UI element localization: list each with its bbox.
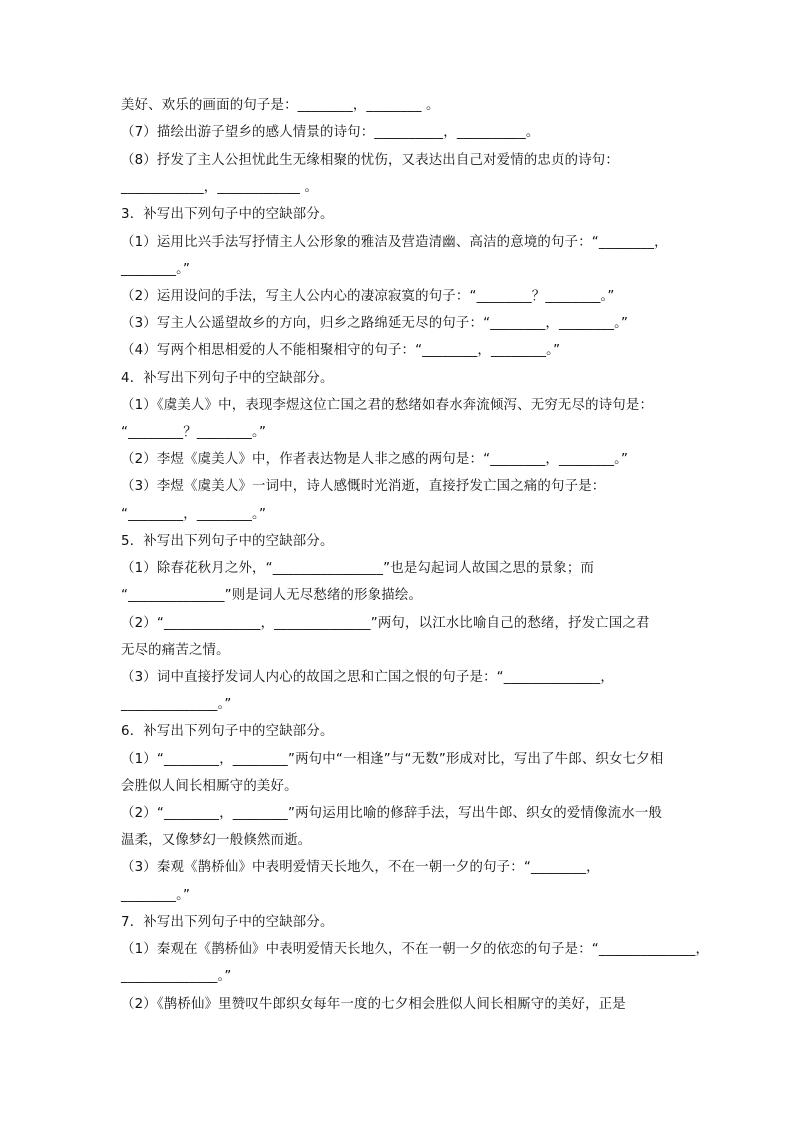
text-line: “______________”则是词人无尽愁绪的形象描绘。 bbox=[121, 588, 423, 603]
text-line: “________，________。” bbox=[121, 507, 267, 522]
text-line: ________。” bbox=[121, 888, 191, 903]
text-line: （1）除春花秋月之外，“________________”也是勾起词人故国之思的景象；而 bbox=[121, 561, 595, 576]
text-line: （2）“________，________”两句运用比喻的修辞手法，写出牛郎、织女的爱情像流水一般 bbox=[121, 806, 663, 821]
text-line: ________。” bbox=[121, 262, 191, 277]
question-heading: 5．补写出下列句子中的空缺部分。 bbox=[121, 534, 334, 549]
text-line: （7）描绘出游子望乡的感人情景的诗句：__________，__________。 bbox=[121, 125, 540, 140]
text-line: “________？________。” bbox=[121, 425, 267, 440]
text-line: 温柔，又像梦幻一般倏然而逝。 bbox=[121, 833, 312, 848]
text-line: （1）“________，________”两句中“一相逢”与“无数”形成对比，写出了牛郎、织女七夕相 bbox=[121, 752, 664, 767]
text-line: （3）秦观《鹊桥仙》中表明爱情天长地久，不在一朝一夕的句子：“________， bbox=[121, 860, 600, 875]
question-heading: 4．补写出下列句子中的空缺部分。 bbox=[121, 371, 334, 386]
text-line: （1）运用比兴手法写抒情主人公形象的雅洁及营造清幽、高洁的意境的句子：“________， bbox=[121, 235, 668, 250]
text-line: ____________，____________ 。 bbox=[121, 180, 319, 195]
text-line: （3）写主人公遥望故乡的方向，归乡之路绵延无尽的句子：“________，________。” bbox=[121, 316, 629, 331]
question-heading: 3．补写出下列句子中的空缺部分。 bbox=[121, 207, 334, 222]
text-line: 美好、欢乐的画面的句子是：________，________ 。 bbox=[121, 98, 440, 113]
text-line: （2）“______________，______________”两句，以江水比喻自己的愁绪，抒发亡国之君 bbox=[121, 616, 650, 631]
text-line: ______________。” bbox=[121, 697, 232, 712]
question-heading: 6．补写出下列句子中的空缺部分。 bbox=[121, 724, 334, 739]
question-heading: 7．补写出下列句子中的空缺部分。 bbox=[121, 915, 334, 930]
text-line: 会胜似人间长相厮守的美好。 bbox=[121, 779, 298, 794]
text-line: （3）词中直接抒发词人内心的故国之思和亡国之恨的句子是：“______________， bbox=[121, 670, 614, 685]
text-line: （2）《鹊桥仙》里赞叹牛郎织女每年一度的七夕相会胜似人间长相厮守的美好，正是 bbox=[121, 997, 626, 1012]
text-line: ______________。” bbox=[121, 969, 232, 984]
text-line: （8）抒发了主人公担忧此生无缘相聚的忧伤，又表达出自己对爱情的忠贞的诗句： bbox=[121, 153, 619, 168]
text-line: （1）秦观在《鹊桥仙》中表明爱情天长地久，不在一朝一夕的依恋的句子是：“______________， bbox=[121, 942, 710, 957]
text-line: （3）李煜《虞美人》一词中，诗人感慨时光消逝，直接抒发亡国之痛的句子是： bbox=[121, 479, 606, 494]
text-line: （2）李煜《虞美人》中，作者表达物是人非之感的两句是：“________，________。” bbox=[121, 452, 629, 467]
text-line: （2）运用设问的手法，写主人公内心的凄凉寂寞的句子：“________？________。” bbox=[121, 289, 615, 304]
text-line: 无尽的痛苦之情。 bbox=[121, 643, 230, 658]
text-line: （1）《虞美人》中，表现李煜这位亡国之君的愁绪如春水奔流倾泻、无穷无尽的诗句是： bbox=[121, 398, 654, 413]
text-line: （4）写两个相思相爱的人不能相聚相守的句子：“________，________。” bbox=[121, 343, 561, 358]
